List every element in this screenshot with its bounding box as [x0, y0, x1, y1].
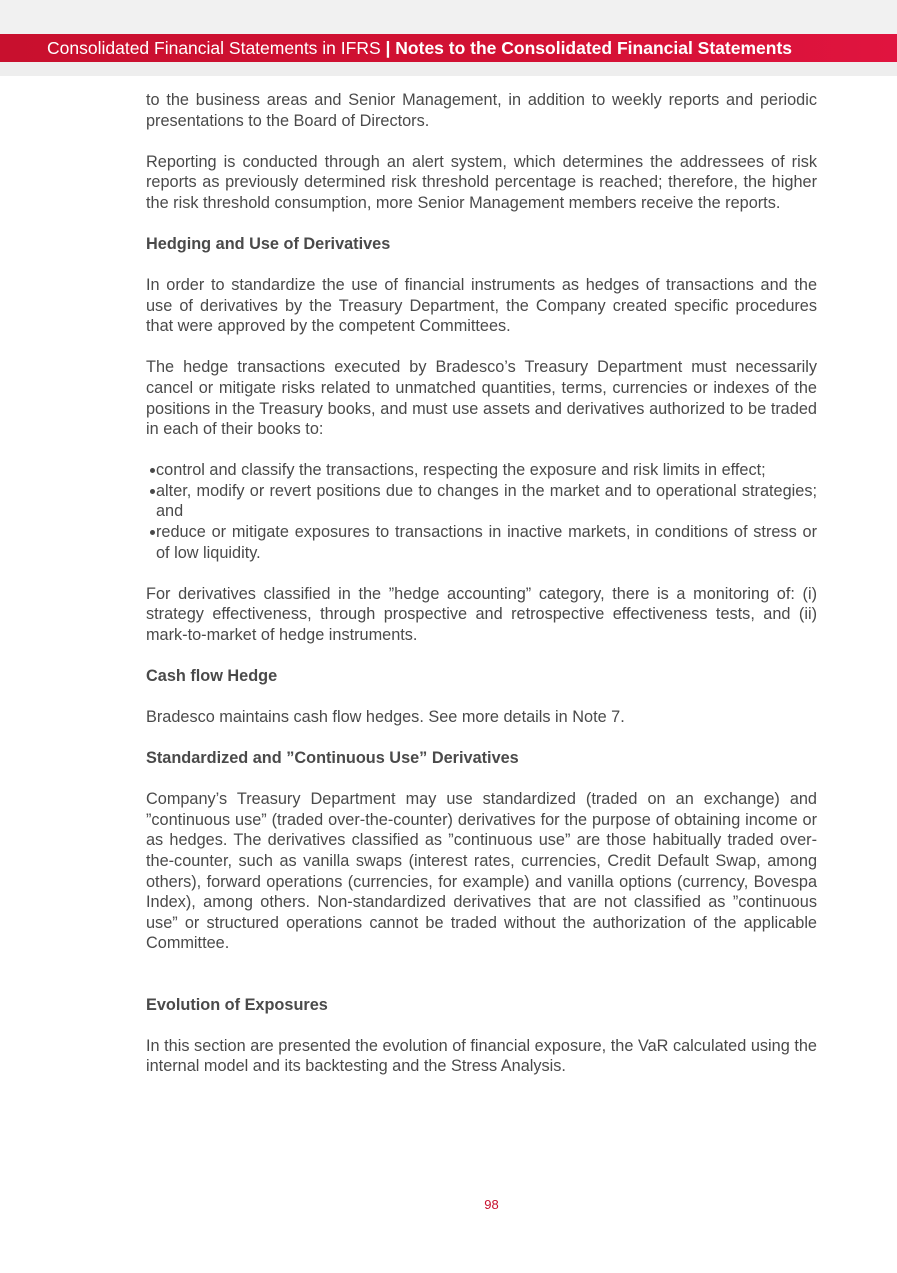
- paragraph-evolution: In this section are presented the evolution of financial exposure, the VaR calculated using the internal model and its backtesting and the Stress Analysis.: [146, 1036, 817, 1076]
- paragraph-standardize: In order to standardize the use of financial instruments as hedges of transactions and the use of derivatives by the Treasury Department, the Company created specific procedures that were approved by the competent Committees.: [146, 276, 817, 336]
- page-number: 98: [484, 1197, 499, 1212]
- document-header: [0, 34, 897, 62]
- top-band: [0, 0, 897, 34]
- paragraph-hedge-transactions: The hedge transactions executed by Bradesco’s Treasury Department must necessarily cancel or mitigate risks related to unmatched quantities, terms, currencies or indexes of the positions in the Treasury books, and must use assets and derivatives authorized to be traded in each of their books to:: [146, 358, 817, 439]
- hedge-purpose-list: [146, 460, 817, 563]
- paragraph-reporting-continued: to the business areas and Senior Management, in addition to weekly reports and periodic presentations to the Board of Directors.: [146, 91, 817, 130]
- list-item: control and classify the transactions, respecting the exposure and risk limits in effect;: [156, 460, 817, 481]
- heading-evolution-of-exposures: Evolution of Exposures: [146, 995, 328, 1014]
- header-underband: [0, 62, 897, 76]
- heading-cash-flow-hedge: Cash flow Hedge: [146, 666, 278, 685]
- paragraph-standardized: Company’s Treasury Department may use standardized (traded on an exchange) and ”continuous use” (traded over-the-counter) derivatives for the purpose of obtaining income or as hedges. The derivatives classified as ”continuous use” are those habitually traded over-the-counter, such as vanilla swaps (interest rates, currencies, Credit Default Swap, among others), forward operations (currencies, for example) and vanilla options (currency, Bovespa Index), among others. Non-standardized derivatives that are not classified as ”continuous use” or structured operations cannot be traded without the authorization of the applicable Committee.: [146, 790, 817, 953]
- section-spacer: [146, 975, 817, 995]
- list-item: alter, modify or revert positions due to changes in the market and to operational strategies; and: [156, 481, 817, 521]
- heading-hedging: Hedging and Use of Derivatives: [146, 234, 391, 253]
- page-content: [146, 90, 817, 1097]
- header-left-title: Consolidated Financial Statements in IFRS: [47, 38, 381, 58]
- list-item: reduce or mitigate exposures to transactions in inactive markets, in conditions of stress or of low liquidity.: [156, 523, 817, 562]
- paragraph-hedge-accounting: For derivatives classified in the ”hedge accounting” category, there is a monitoring of: (i) strategy effectiveness, through prospective and retrospective effectiveness tests, and (ii) mark-to-market of hedge instruments.: [146, 584, 817, 644]
- heading-standardized-derivatives: Standardized and ”Continuous Use” Derivatives: [146, 749, 519, 768]
- paragraph-alert-system: Reporting is conducted through an alert system, which determines the addressees of risk reports as previously determined risk threshold percentage is reached; therefore, the higher the risk threshold consumption, more Senior Management members receive the reports.: [146, 152, 817, 212]
- header-separator: |: [385, 38, 391, 58]
- paragraph-cash-flow: Bradesco maintains cash flow hedges. See more details in Note 7.: [146, 708, 625, 727]
- header-right-title: Notes to the Consolidated Financial Statements: [395, 38, 793, 58]
